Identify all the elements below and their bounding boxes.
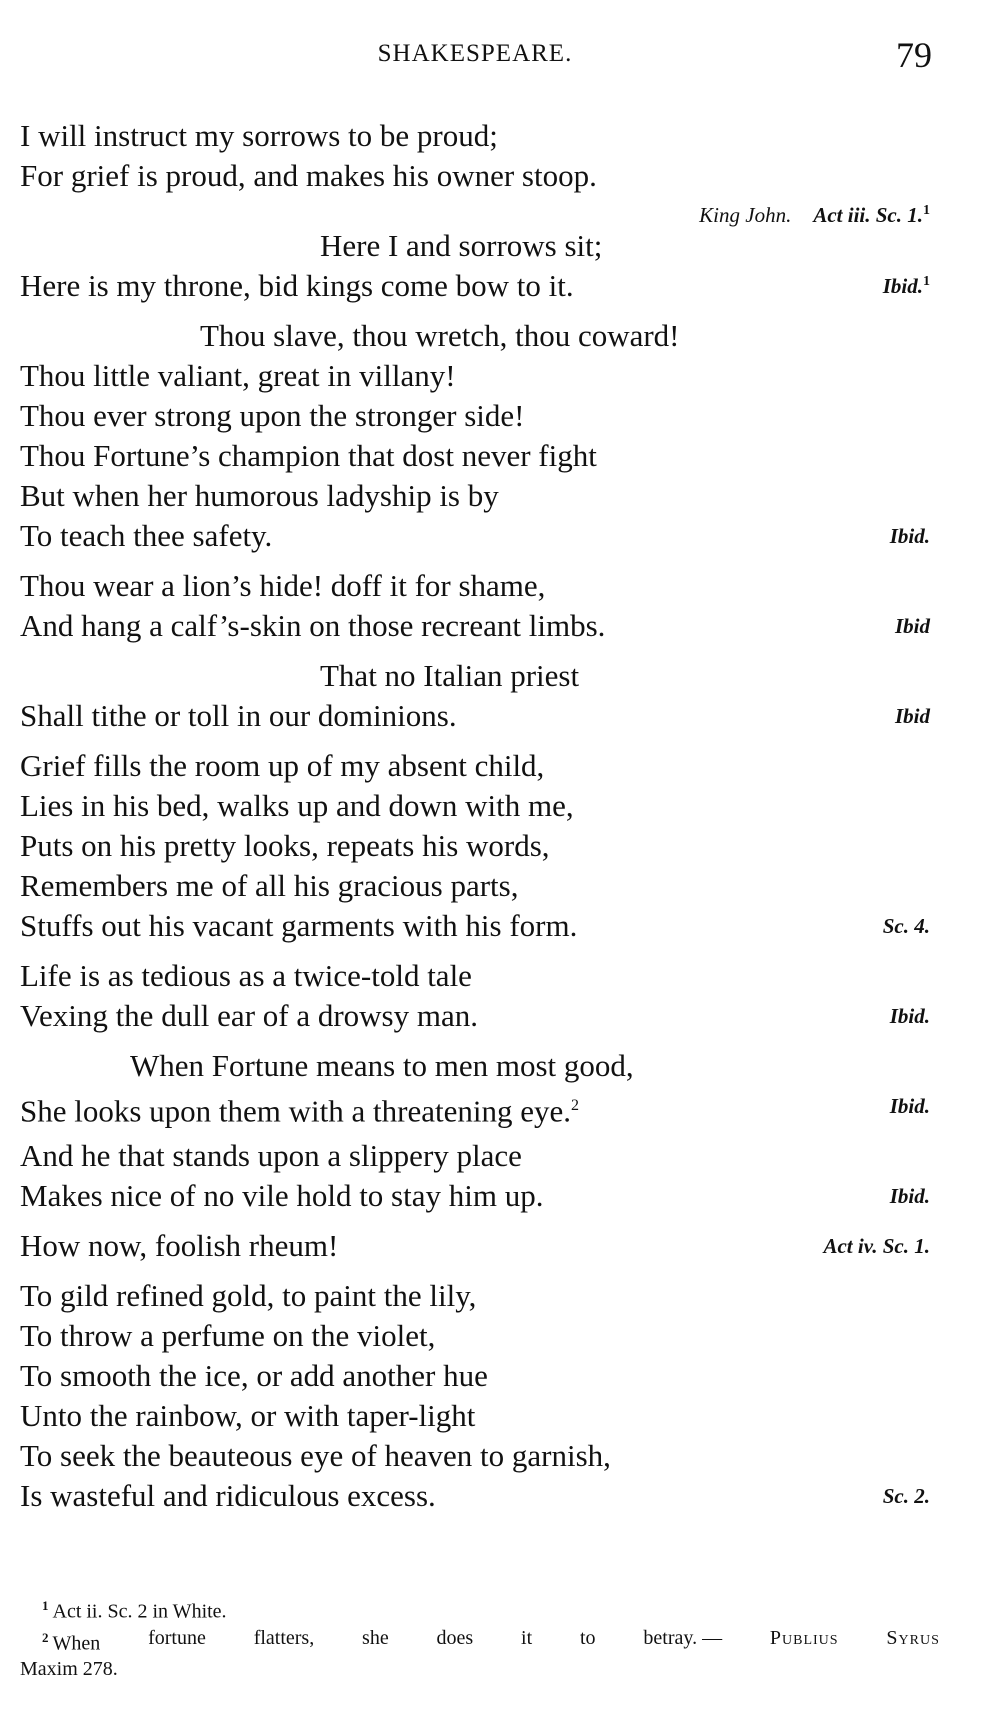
- footnote-text: Act ii. Sc. 2 in White.: [52, 1600, 227, 1623]
- citation: Ibid.: [889, 1004, 930, 1028]
- verse-line: Lies in his bed, walks up and down with me,: [20, 788, 574, 823]
- citation: Ibid: [894, 704, 930, 728]
- footnote-marker: 2: [571, 1097, 579, 1114]
- verse-line: And hang a calf’s-skin on those recreant limbs.: [20, 608, 606, 643]
- verse-line: To teach thee safety.: [20, 518, 273, 553]
- verse-line: How now, foolish rheum!: [20, 1228, 339, 1263]
- citation: Ibid.: [889, 1184, 930, 1208]
- verse-line: To smooth the ice, or add another hue: [20, 1358, 488, 1393]
- footnote-mark: 2: [42, 1629, 49, 1645]
- citation: Ibid.$^1$: [882, 274, 930, 298]
- footnote-marker: 1: [923, 203, 930, 218]
- citation: Ibid.: [889, 1094, 930, 1118]
- verse-line: Here is my throne, bid kings come bow to it.: [20, 268, 574, 303]
- quotation: [20, 316, 930, 556]
- citation: Act iv. Sc. 1.: [823, 1234, 930, 1258]
- verse-line: For grief is proud, and makes his owner stoop.: [20, 158, 597, 193]
- quotation: [20, 656, 930, 736]
- quotation: [20, 746, 930, 946]
- verse-line: Here I and sorrows sit;: [320, 228, 603, 263]
- quotation: [20, 1276, 930, 1516]
- verse-line: That no Italian priest: [320, 658, 580, 693]
- verse-line: Life is as tedious as a twice-told tale: [20, 958, 472, 993]
- page-number: 79: [896, 35, 932, 75]
- quotation: [20, 1136, 930, 1216]
- verse-line: Puts on his pretty looks, repeats his words,: [20, 828, 550, 863]
- verse-line: And he that stands upon a slippery place: [20, 1138, 522, 1173]
- footnote-author: Publius: [769, 1626, 839, 1649]
- quotation: [20, 116, 930, 226]
- verse-line: Thou ever strong upon the stronger side!: [20, 398, 525, 433]
- verse-line: Unto the rainbow, or with taper-light: [20, 1398, 476, 1433]
- verse-line: Makes nice of no vile hold to stay him up.: [20, 1178, 544, 1213]
- verse-line: To gild refined gold, to paint the lily,: [20, 1278, 477, 1313]
- running-head: [0, 35, 1000, 78]
- citation-play: King John.: [699, 203, 792, 227]
- quotation: [20, 226, 930, 306]
- running-title: SHAKESPEARE.: [377, 40, 573, 67]
- verse-line: Stuffs out his vacant garments with his form.: [20, 908, 578, 943]
- quotation: [20, 566, 930, 646]
- quotation: [20, 956, 930, 1036]
- verse-line: Thou slave, thou wretch, thou coward!: [200, 318, 680, 353]
- verse-line: Shall tithe or toll in our dominions.: [20, 698, 457, 733]
- verse-line: To seek the beauteous eye of heaven to garnish,: [20, 1438, 611, 1473]
- citation: Ibid: [894, 614, 930, 638]
- verse-line: When Fortune means to men most good,: [130, 1048, 634, 1083]
- citation: Ibid.: [889, 524, 930, 548]
- quotation: [20, 1046, 930, 1129]
- verse-line: But when her humorous ladyship is by: [20, 478, 499, 513]
- footnote-continuation: Maxim 278.: [20, 1658, 118, 1681]
- verse-line: Is wasteful and ridiculous excess.: [20, 1478, 436, 1513]
- quotations: [20, 116, 930, 1516]
- verse-line: Thou little valiant, great in villany!: [20, 358, 456, 393]
- verse-line: Thou Fortune’s champion that dost never fight: [20, 438, 597, 473]
- verse-line: Thou wear a lion’s hide! doff it for shame,: [20, 568, 546, 603]
- footnote-mark: 1: [42, 1598, 49, 1613]
- footnote-marker: 1: [923, 274, 930, 289]
- verse-line: Remembers me of all his gracious parts,: [20, 868, 519, 903]
- footnote: $^2$ When fortune flatters, she does it to betray. — Publius Syrus: [42, 1626, 940, 1655]
- quotation: [20, 1226, 930, 1266]
- citation-ref: Act iii. Sc. 1.: [813, 203, 923, 227]
- footnotes: [20, 1593, 940, 1682]
- footnote-author: Syrus: [886, 1626, 940, 1649]
- verse-line: I will instruct my sorrows to be proud;: [20, 118, 498, 153]
- citation: Sc. 4.: [882, 914, 930, 938]
- verse-line: She looks upon them with a threatening eye.$^2$: [20, 1093, 579, 1129]
- citation: [20, 196, 930, 226]
- verse-line: To throw a perfume on the violet,: [20, 1318, 436, 1353]
- citation: Sc. 2.: [882, 1484, 930, 1508]
- verse-line: Vexing the dull ear of a drowsy man.: [20, 998, 478, 1033]
- verse-line: Grief fills the room up of my absent child,: [20, 748, 545, 783]
- footnote: [20, 1593, 940, 1625]
